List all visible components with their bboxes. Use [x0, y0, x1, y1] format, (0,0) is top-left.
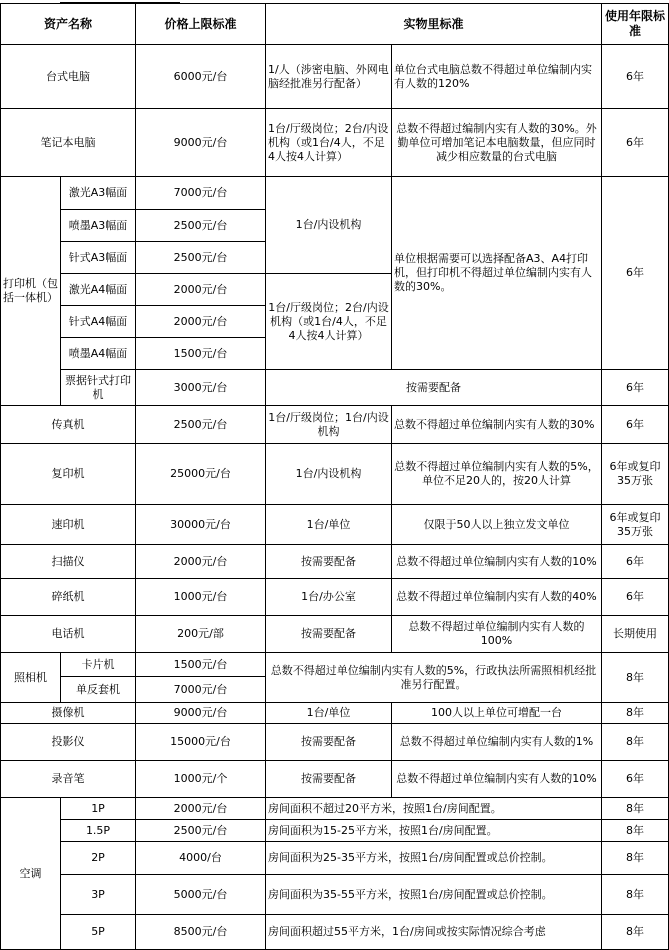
table-row: [1, 109, 669, 177]
quantity-cap: 总数不得超过单位编制内实有人数的30%: [392, 406, 602, 444]
quantity-cap: 总数不得超过单位编制内实有人数的10%: [392, 545, 602, 579]
price-limit: 7000元/台: [136, 177, 266, 210]
service-life: 6年: [602, 370, 669, 406]
table-row: [1, 45, 669, 109]
service-life: 6年: [602, 109, 669, 177]
service-life-camera: 8年: [602, 653, 669, 703]
table-row: [1, 406, 669, 444]
quantity-cap: 总数不得超过单位编制内实有人数的100%: [392, 616, 602, 653]
price-limit: 2000元/台: [136, 545, 266, 579]
table-row: [1, 616, 669, 653]
asset-subname: 2P: [61, 842, 136, 875]
quantity-rule: 房间面积超过55平方米，1台/房间或按实际情况综合考虑: [266, 915, 602, 950]
price-limit: 2500元/台: [136, 242, 266, 274]
service-life: 6年或复印35万张: [602, 444, 669, 505]
price-limit: 2000元/台: [136, 306, 266, 338]
quantity-rule: 房间面积不超过20平方米，按照1台/房间配置。: [266, 798, 602, 820]
price-limit: 1000元/个: [136, 761, 266, 798]
table-row: [1, 444, 669, 505]
service-life: 8年: [602, 703, 669, 724]
header-asset-name: 资产名称: [1, 4, 136, 45]
group-name-camera: 照相机: [1, 653, 61, 703]
asset-name: 台式电脑: [1, 45, 136, 109]
quantity-cap: 总数不得超过单位编制内实有人数的1%: [392, 724, 602, 761]
asset-subname: 1P: [61, 798, 136, 820]
price-limit: 15000元/台: [136, 724, 266, 761]
quantity-rule: 按需要配备: [266, 545, 392, 579]
asset-subname: 针式A4幅面: [61, 306, 136, 338]
service-life: 6年: [602, 761, 669, 798]
price-limit: 2500元/台: [136, 210, 266, 242]
table-row: [1, 761, 669, 798]
header-quantity-standard: 实物里标准: [266, 4, 602, 45]
price-limit: 1500元/台: [136, 653, 266, 677]
quantity-rule: 1/人（涉密电脑、外网电脑经批准另行配备）: [266, 45, 392, 109]
quantity-cap-printer: 单位根据需要可以选择配备A3、A4打印机，但打印机不得超过单位编制内实有人数的30%。: [392, 177, 602, 370]
asset-subname: 激光A4幅面: [61, 274, 136, 306]
table-row: [1, 842, 669, 875]
quantity-rule: 房间面积为35-55平方米，按照1台/房间配置或总价控制。: [266, 875, 602, 915]
asset-name: 摄像机: [1, 703, 136, 724]
price-limit: 25000元/台: [136, 444, 266, 505]
quantity-cap: 总数不得超过单位编制内实有人数的10%: [392, 761, 602, 798]
quantity-rule: 按需要配备: [266, 724, 392, 761]
quantity-cap: 100人以上单位可增配一台: [392, 703, 602, 724]
asset-subname: 针式A3幅面: [61, 242, 136, 274]
asset-subname: 喷墨A3幅面: [61, 210, 136, 242]
price-limit: 2500元/台: [136, 820, 266, 842]
service-life: 8年: [602, 724, 669, 761]
price-limit: 4000/台: [136, 842, 266, 875]
table-row: [1, 370, 669, 406]
asset-subname: 3P: [61, 875, 136, 915]
quantity-cap: 单位台式电脑总数不得超过单位编制内实有人数的120%: [392, 45, 602, 109]
price-limit: 1500元/台: [136, 338, 266, 370]
asset-name: 扫描仪: [1, 545, 136, 579]
price-limit: 7000元/台: [136, 677, 266, 703]
asset-subname: 激光A3幅面: [61, 177, 136, 210]
service-life-printer: 6年: [602, 177, 669, 370]
asset-subname: 卡片机: [61, 653, 136, 677]
quantity-rule: 房间面积为15-25平方米，按照1台/房间配置。: [266, 820, 602, 842]
quantity-cap: 总数不得超过单位编制内实有人数的5%，单位不足20人的，按20人计算: [392, 444, 602, 505]
price-limit: 8500元/台: [136, 915, 266, 950]
service-life: 8年: [602, 798, 669, 820]
asset-name: 笔记本电脑: [1, 109, 136, 177]
service-life: 6年: [602, 545, 669, 579]
asset-subname: 5P: [61, 915, 136, 950]
asset-subname: 单反套机: [61, 677, 136, 703]
group-name-ac: 空调: [1, 798, 61, 950]
quantity-rule: 1台/厅级岗位；2台/内设机构（或1台/4人，不足4人按4人计算）: [266, 109, 392, 177]
price-limit: 5000元/台: [136, 875, 266, 915]
table-row: [1, 505, 669, 545]
table-row: [1, 820, 669, 842]
quantity-rule: 房间面积为25-35平方米，按照1台/房间配置或总价控制。: [266, 842, 602, 875]
service-life: 长期使用: [602, 616, 669, 653]
price-limit: 1000元/台: [136, 579, 266, 616]
asset-name: 复印机: [1, 444, 136, 505]
table-row: [1, 177, 669, 210]
quantity-cap: 仅限于50人以上独立发文单位: [392, 505, 602, 545]
table-row: [1, 875, 669, 915]
table-row: [1, 798, 669, 820]
price-limit: 9000元/台: [136, 703, 266, 724]
service-life: 6年: [602, 406, 669, 444]
table-row: [1, 703, 669, 724]
price-limit: 2000元/台: [136, 274, 266, 306]
service-life: 8年: [602, 820, 669, 842]
table-row: [1, 653, 669, 677]
table-row: [1, 545, 669, 579]
quantity-rule: 按需要配备: [266, 616, 392, 653]
asset-subname: 票据针式打印机: [61, 370, 136, 406]
service-life: 8年: [602, 842, 669, 875]
table-row: [1, 579, 669, 616]
price-limit: 3000元/台: [136, 370, 266, 406]
price-limit: 30000元/台: [136, 505, 266, 545]
asset-name: 电话机: [1, 616, 136, 653]
quantity-rule-camera: 总数不得超过单位编制内实有人数的5%，行政执法所需照相机经批准另行配置。: [266, 653, 602, 703]
header-life-standard: 使用年限标准: [602, 4, 669, 45]
asset-name: 传真机: [1, 406, 136, 444]
table-row: [1, 724, 669, 761]
quantity-rule-a3: 1台/内设机构: [266, 177, 392, 274]
quantity-cap: 总数不得超过编制内实有人数的30%。外勤单位可增加笔记本电脑数量，但应同时减少相应数量的台式电脑: [392, 109, 602, 177]
service-life: 6年: [602, 45, 669, 109]
asset-subname: 喷墨A4幅面: [61, 338, 136, 370]
price-limit: 2500元/台: [136, 406, 266, 444]
quantity-rule: 按需要配备: [266, 370, 602, 406]
service-life: 8年: [602, 875, 669, 915]
quantity-rule: 1台/厅级岗位；1台/内设机构: [266, 406, 392, 444]
asset-name: 录音笔: [1, 761, 136, 798]
price-limit: 200元/部: [136, 616, 266, 653]
quantity-rule-a4: 1台/厅级岗位；2台/内设机构（或1台/4人，不足4人按4人计算）: [266, 274, 392, 370]
service-life: 8年: [602, 915, 669, 950]
price-limit: 6000元/台: [136, 45, 266, 109]
table-row: [1, 915, 669, 950]
service-life: 6年或复印35万张: [602, 505, 669, 545]
header-price-limit: 价格上限标准: [136, 4, 266, 45]
quantity-rule: 1台/内设机构: [266, 444, 392, 505]
asset-name: 碎纸机: [1, 579, 136, 616]
group-name-printer: 打印机（包括一体机）: [1, 177, 61, 406]
asset-name: 投影仪: [1, 724, 136, 761]
price-limit: 9000元/台: [136, 109, 266, 177]
service-life: 6年: [602, 579, 669, 616]
price-limit: 2000元/台: [136, 798, 266, 820]
quantity-rule: 1台/办公室: [266, 579, 392, 616]
asset-standards-table: [0, 3, 669, 950]
quantity-rule: 按需要配备: [266, 761, 392, 798]
quantity-rule: 1台/单位: [266, 505, 392, 545]
quantity-cap: 总数不得超过单位编制内实有人数的40%: [392, 579, 602, 616]
asset-name: 速印机: [1, 505, 136, 545]
quantity-rule: 1台/单位: [266, 703, 392, 724]
asset-subname: 1.5P: [61, 820, 136, 842]
header-row: [1, 4, 669, 45]
